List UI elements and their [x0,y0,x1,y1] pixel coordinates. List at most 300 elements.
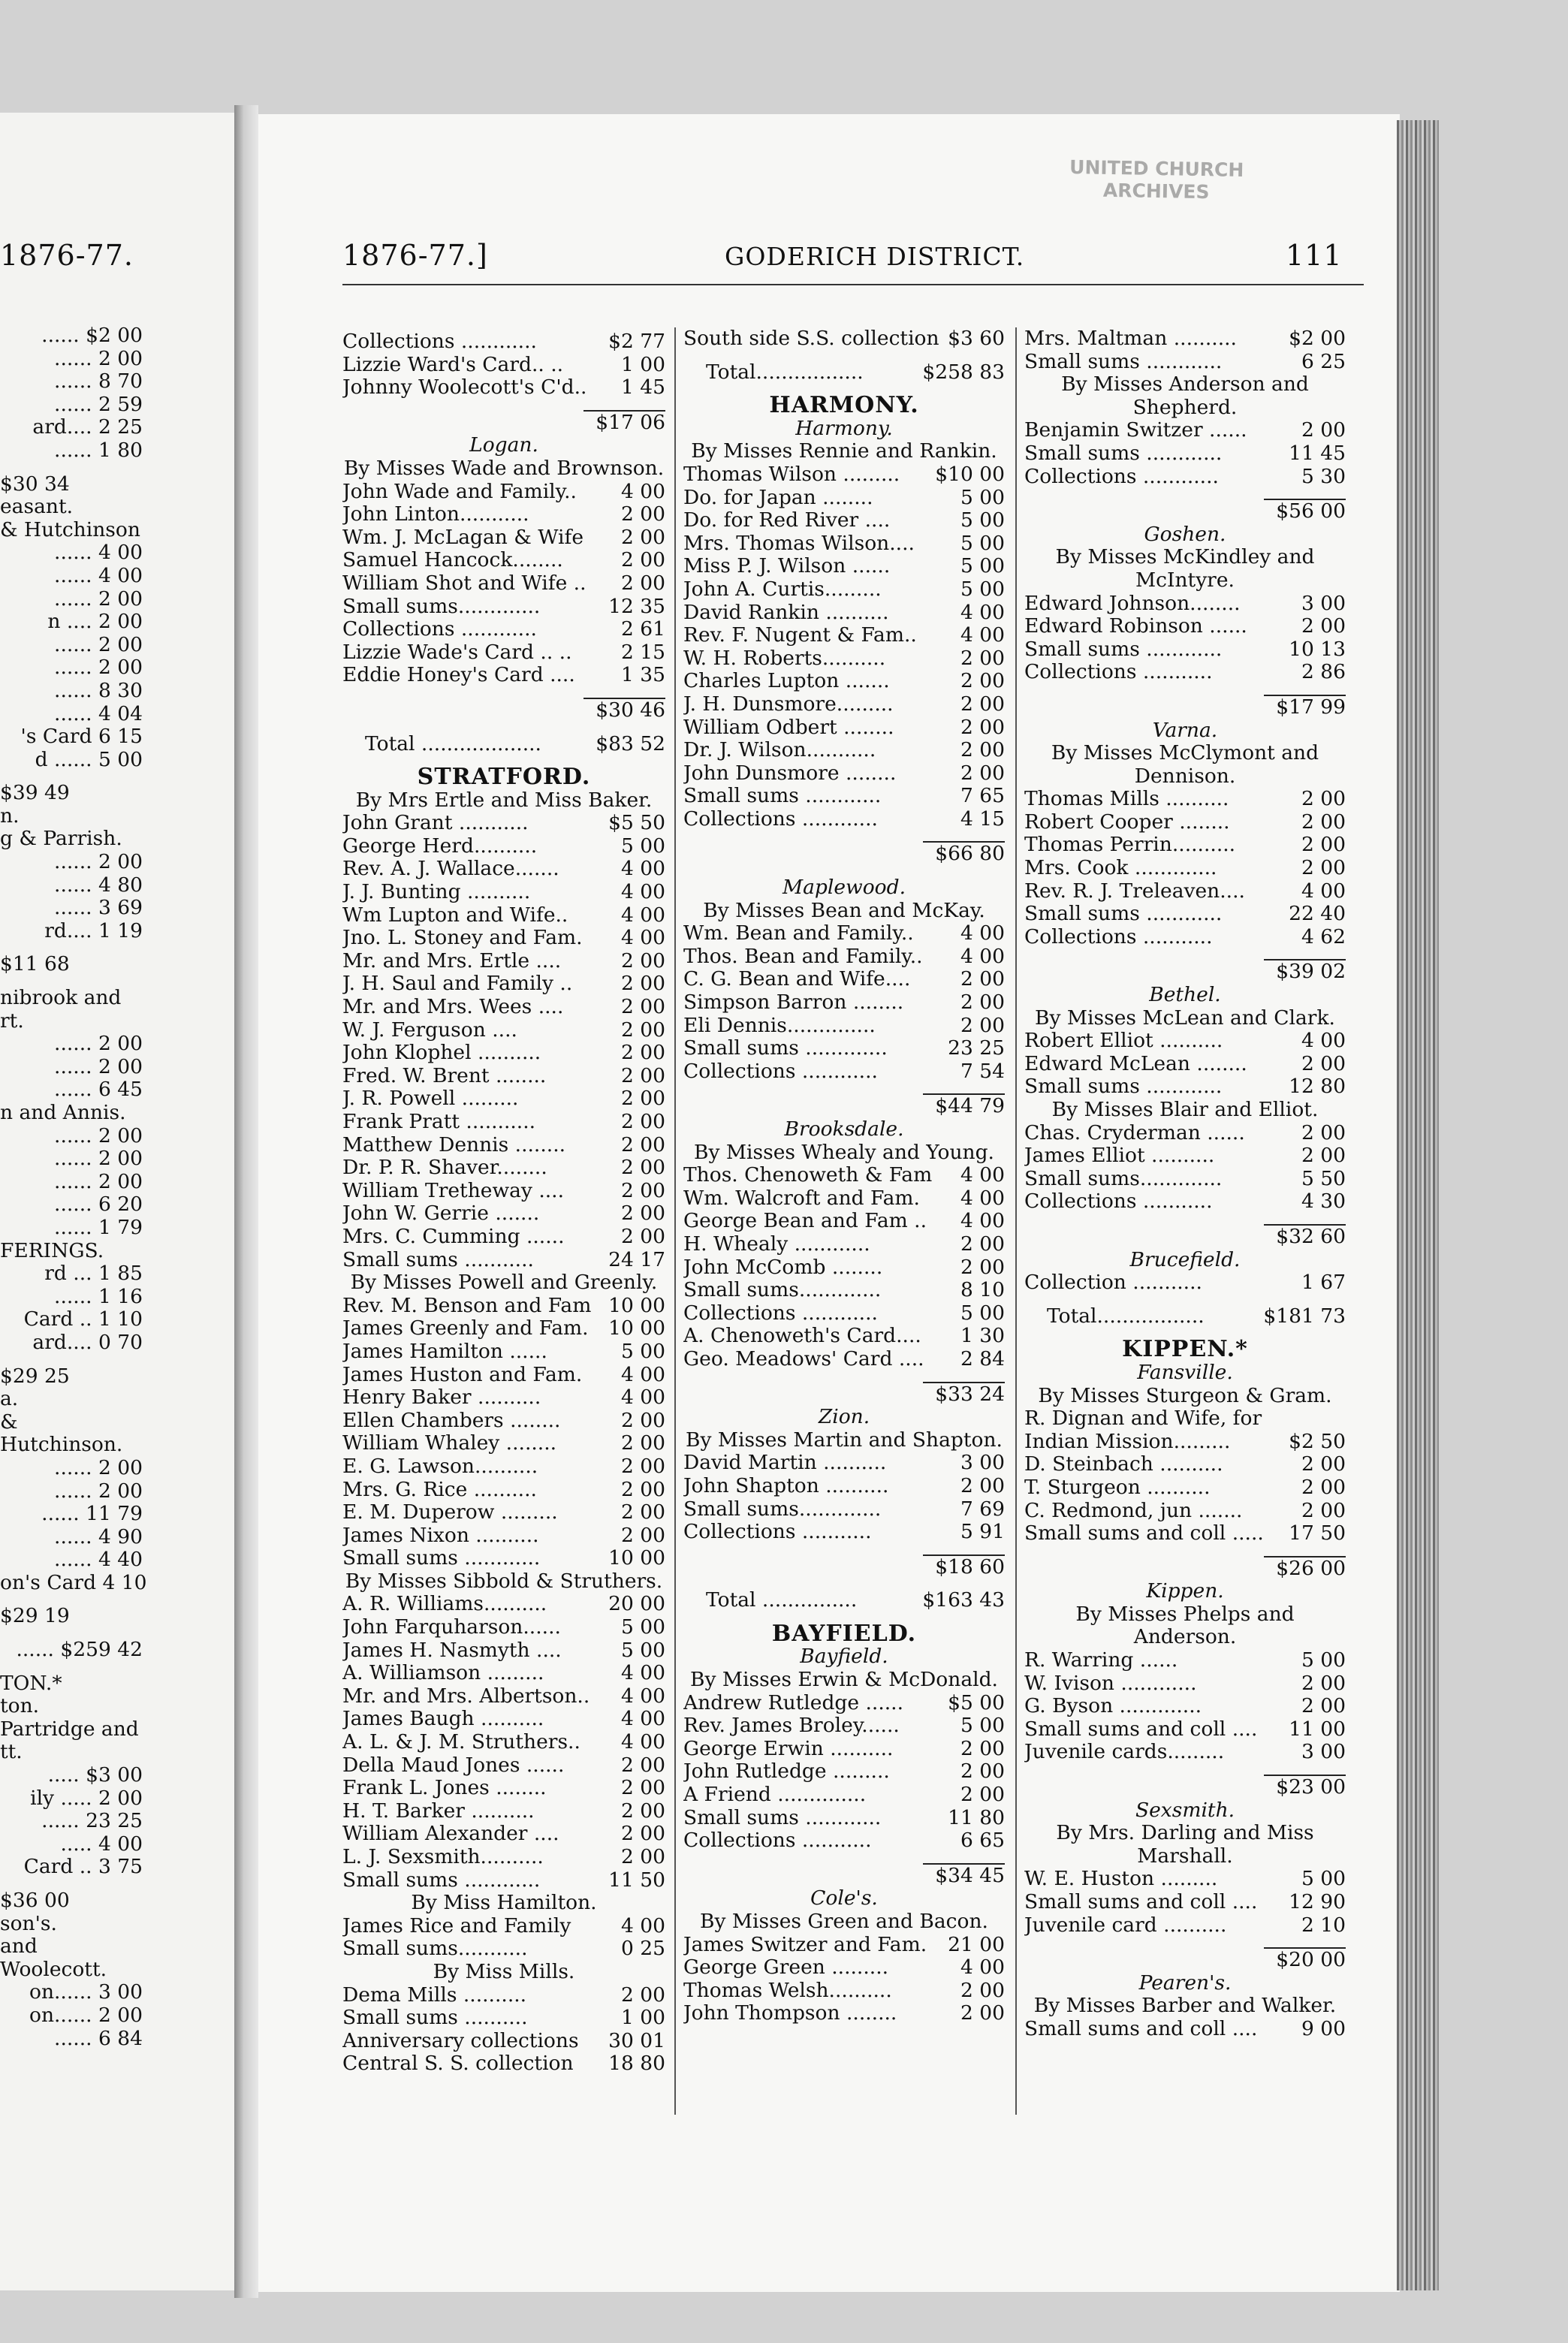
entry-amount: $5 00 [948,1690,1005,1714]
place-heading: Varna. [1152,718,1218,742]
entry-name: James Rice and Family [342,1914,571,1937]
entry-amount: $2 00 [1289,327,1346,350]
ledger-entry [683,991,1005,1015]
entry-amount: 2 25 [98,415,143,439]
entry-name: ...... [54,873,98,897]
entry-amount: 18 80 [608,2052,665,2076]
entry-amount: 4 00 [620,1684,665,1708]
caption-line: By Misses Wade and Brownson. [343,456,665,480]
entry-name: Mrs. Thomas Wilson.... [683,532,915,555]
entry-name: Card .. [23,1307,98,1331]
ledger-entry [1024,442,1346,466]
ledger-entry [342,1547,665,1570]
entry-amount: 4 00 [960,600,1005,624]
ledger-entry [683,1829,1005,1853]
entry-name: E. G. Lawson.......... [342,1455,538,1478]
entry-name: A Friend .............. [683,1784,867,1807]
subtotal [0,782,143,805]
caption-line [0,1662,143,1672]
subtotal [1024,1947,1346,1972]
caption-line: g & Parrish. [0,827,122,851]
entry-name: Fred. W. Brent ........ [342,1064,547,1087]
ledger-entry [683,968,1005,991]
total-line [683,1589,1005,1612]
caption-line: FERINGS. [0,1238,104,1262]
entry-name: Edward McLean ........ [1024,1052,1247,1075]
ledger-entry [0,1308,143,1331]
ledger-entry [1024,1190,1346,1214]
entry-amount: 2 00 [960,1473,1005,1497]
entry-amount: 2 00 [960,646,1005,670]
ledger-entry [342,2052,665,2076]
caption-line [1024,684,1346,695]
entry-name: Small sums ............. [683,1037,888,1060]
entry-amount: 2 00 [620,1224,665,1248]
entry-name: Mr. and Mrs. Wees .... [342,996,564,1019]
entry-name: Small sums............. [683,1279,882,1302]
place-heading: Pearen's. [1138,1971,1232,1995]
entry-name: Collections ............ [342,618,537,641]
caption-line: By Misses Martin and Shapton. [686,1428,1003,1452]
ledger-entry [683,1475,1005,1498]
entry-amount: 2 00 [1301,856,1346,880]
entry-amount: 4 00 [98,1832,143,1856]
entry-name: John W. Gerrie ....... [342,1202,540,1226]
entry-amount: 2 00 [1301,418,1346,442]
entry-name: J. R. Powell ......... [342,1087,519,1111]
entry-name: Small sums............. [1024,1167,1223,1190]
entry-name: Small sums............. [342,595,541,618]
caption-line: n and Annis. [0,1101,126,1124]
ledger-entry [342,1731,665,1754]
entry-amount: 2 10 [1301,1913,1346,1937]
ledger-entry [1024,419,1346,442]
subtotal-amount: $26 00 [1264,1556,1346,1581]
ledger-entry [683,693,1005,716]
entry-name: G. Byson ............. [1024,1695,1202,1718]
ledger-entry [0,1147,143,1171]
entry-amount: 30 01 [608,2028,665,2052]
entry-amount: 5 00 [98,747,143,771]
ledger-entry [683,1164,1005,1187]
ledger-entry [683,1784,1005,1807]
entry-name: ...... [54,1032,98,1056]
entry-amount: 2 61 [620,617,665,641]
entry-amount: 4 04 [98,701,143,725]
ledger-entry [342,858,665,881]
ledger-entry [683,602,1005,625]
total-amount: $181 73 [1263,1304,1346,1328]
entry-amount: 6 65 [960,1829,1005,1853]
entry-name: D. Steinbach .......... [1024,1453,1223,1476]
ledger-entry [0,1056,143,1079]
entry-name: J. J. Bunting .......... [342,881,531,904]
ledger-entry [683,1807,1005,1830]
entry-amount: 4 00 [620,1386,665,1410]
subtotal-amount: $44 79 [923,1093,1005,1118]
caption-line [1024,1937,1346,1947]
entry-amount: 2 00 [960,1736,1005,1760]
ledger-entry [683,1210,1005,1233]
ledger-entry [342,1295,665,1318]
ledger-entry [342,1915,665,1938]
column-rule [674,327,676,2115]
entry-name: ...... [54,1054,98,1078]
ledger-entry [342,1708,665,1731]
entry-name: Small sums .......... [342,2007,528,2030]
ledger-entry [342,481,665,504]
ledger-entry [0,1764,143,1787]
entry-name: George Green ......... [683,1956,889,1980]
ledger-entry [683,716,1005,740]
entry-amount: 1 45 [620,375,665,400]
entry-name: rd ... [44,1262,98,1286]
entry-name: ard.... [32,415,98,439]
subtotal-amount: $17 99 [1264,695,1346,719]
ledger-entry [1024,1144,1346,1168]
ledger-entry [342,526,665,550]
ledger-entry [0,1810,143,1833]
entry-amount: $2 00 [86,324,143,347]
entry-amount: 2 00 [98,346,143,370]
entry-amount: 7 69 [960,1497,1005,1521]
ledger-entry [342,1639,665,1663]
entry-amount: 1 85 [98,1262,143,1286]
entry-name: ...... [54,1524,98,1548]
entry-name: Dr. J. Wilson........... [683,739,876,762]
ledger-entry [683,487,1005,510]
ledger-entry [342,1156,665,1180]
entry-amount: 2 00 [98,1054,143,1078]
entry-amount: 4 00 [620,1707,665,1731]
entry-amount: 6 25 [1301,349,1346,373]
ledger-entry [0,1125,143,1148]
entry-amount: 8 10 [960,1278,1005,1302]
ledger-entry [1024,1891,1346,1914]
ledger-entry [342,596,665,619]
entry-name: Thomas Perrin.......... [1024,834,1236,857]
entry-amount: 5 00 [960,1714,1005,1738]
ledger-entry [0,1033,143,1056]
entry-name: Eli Dennis.............. [683,1014,876,1037]
caption-line [342,687,665,698]
entry-name: Mrs. G. Rice .......... [342,1478,537,1501]
entry-amount: 2 00 [960,1760,1005,1784]
place-heading: a. [0,1387,19,1411]
entry-name: Henry Baker .......... [342,1386,541,1410]
ledger-entry [342,503,665,526]
caption-line: & Hutchinson. [0,1410,123,1457]
entry-amount: 2 00 [98,2003,143,2027]
entry-name: Jno. L. Stoney and Fam. [342,927,583,950]
entry-name: Small sums ............ [1024,442,1223,465]
entry-name: Lizzie Ward's Card.. .. [342,353,564,376]
entry-amount: 2 00 [620,1845,665,1868]
ledger-entry [0,749,143,772]
ledger-entry [342,1593,665,1616]
ledger-entry [1024,1075,1346,1099]
caption-line [1024,1764,1346,1775]
entry-amount: 2 00 [98,1169,143,1193]
entry-amount: 2 00 [620,571,665,595]
ledger-entry [0,1856,143,1879]
ledger-entry [683,1302,1005,1325]
entry-name: ...... [54,1147,98,1171]
entry-amount: 5 00 [1301,1867,1346,1891]
ledger-entry [0,920,143,943]
ledger-entry [0,1171,143,1194]
entry-name: E. M. Duperow ......... [342,1501,558,1524]
entry-name: Wm. Bean and Family.. [683,922,914,945]
caption-line: By Misses McLean and Clark. [1035,1006,1335,1030]
entry-name: John Farquharson...... [342,1616,561,1639]
entry-amount: 4 00 [960,921,1005,945]
ledger-entry [342,330,665,354]
ledger-entry [342,618,665,641]
entry-amount: 8 70 [98,369,143,394]
entry-name: Simpson Barron ........ [683,991,904,1015]
ledger-entry [342,927,665,950]
entry-amount: 2 00 [1301,1694,1346,1718]
ledger-entry [0,2004,143,2028]
ledger-entry [342,664,665,687]
entry-amount: 1 19 [98,918,143,942]
caption-line: and Woolecott. [0,1934,107,1981]
entry-name: Small sums and coll .... [1024,1891,1258,1913]
entry-amount: 5 50 [1301,1166,1346,1190]
entry-name: on...... [29,1980,98,2004]
entry-name: Do. for Red River .... [683,509,891,532]
entry-amount: 5 00 [620,1638,665,1662]
section-heading: TON.* [0,1671,62,1695]
entry-name: Thos. Chenoweth & Fam [683,1164,933,1187]
entry-name: David Martin .......... [683,1452,887,1475]
entry-name: Collections ........... [683,1521,872,1544]
entry-name: Thomas Welsh.......... [683,1979,892,2002]
ledger-entry [342,1777,665,1800]
subtotal-amount: $56 00 [1264,499,1346,523]
place-heading: Goshen. [1144,522,1226,546]
ledger-entry [1024,1431,1346,1454]
entry-amount: 2 00 [98,1479,143,1503]
entry-name: ...... [54,1123,98,1147]
entry-name: Wm Lupton and Wife.. [342,903,568,927]
ledger-entry [342,1134,665,1157]
entry-name: Thos. Bean and Family.. [683,945,923,968]
entry-name: William Shot and Wife .. [342,571,586,595]
entry-amount: 3 00 [1301,591,1346,615]
ledger-entry [342,1249,665,1272]
entry-name: Small sums and coll .... [1024,2017,1258,2040]
subtotal-amount: $29 25 [0,1364,70,1388]
entry-amount: 2 00 [960,1255,1005,1279]
entry-name: Collections ............ [342,330,537,353]
entry-amount: 5 00 [620,834,665,858]
caption-line [1024,1214,1346,1224]
ledger-entry [342,1386,665,1410]
ledger-entry [0,1833,143,1856]
entry-name: C. Redmond, jun ....... [1024,1499,1243,1522]
entry-name: Rev. F. Nugent & Fam.. [683,624,917,647]
place-heading: Brooksdale. [784,1117,904,1141]
subtotal [0,1365,143,1389]
entry-name: Samuel Hancock........ [342,549,563,572]
entry-name: Ellen Chambers ........ [342,1409,561,1432]
entry-name: ..... [60,1832,98,1856]
entry-amount: 2 00 [960,1013,1005,1037]
entry-amount: 1 10 [98,1307,143,1331]
subtotal-amount: $39 49 [0,781,70,805]
entry-name: John Klophel .......... [342,1042,541,1065]
ledger-entry [683,1187,1005,1211]
archive-stamp [1043,155,1269,204]
ledger-entry [342,904,665,927]
entry-amount: 4 00 [620,1913,665,1937]
place-heading: ton. [0,1694,40,1718]
entry-name: ...... [54,632,98,656]
section-heading: KIPPEN.* [1122,1336,1248,1363]
ledger-entry [342,1823,665,1846]
ledger-entry [1024,926,1346,949]
entry-amount: 3 00 [960,1451,1005,1475]
subtotal [342,410,665,435]
ledger-entry [683,1256,1005,1280]
ledger-entry [0,1331,143,1355]
ledger-entry [1024,1672,1346,1696]
facing-page-year: 1876-77. [0,239,134,272]
entry-amount: 6 45 [98,1078,143,1102]
ledger-entry [342,1202,665,1226]
ledger-entry [1024,1053,1346,1076]
ledger-entry [683,785,1005,808]
entry-amount: 5 00 [960,508,1005,532]
caption-line [1024,948,1346,959]
entry-amount [1341,1407,1346,1431]
entry-amount: 3 00 [1301,1740,1346,1764]
caption-line: By Misses McClymont and Dennison. [1051,741,1319,788]
entry-name: ...... [54,438,98,462]
ledger-entry [0,1639,143,1662]
caption-line: By Misses Blair and Elliot. [1051,1098,1319,1121]
entry-name: Mr. and Mrs. Ertle .... [342,949,562,972]
caption-line: rt. [0,1009,24,1033]
entry-amount: 1 35 [620,663,665,687]
entry-name: Small sums ............ [683,785,882,808]
subtotal [0,473,143,496]
entry-amount: 2 00 [620,995,665,1019]
entry-name: Small sums............. [683,1497,882,1521]
entry-amount: 11 80 [948,1805,1005,1829]
entry-name: Small sums ............ [1024,903,1223,926]
entry-amount: 2 00 [620,1063,665,1087]
entry-name: ...... [54,896,98,920]
ledger-entry [1024,1868,1346,1891]
entry-name: David Rankin .......... [683,601,889,624]
entry-amount: 2 00 [960,1783,1005,1807]
ledger-entry [1024,1522,1346,1545]
ledger-entry [342,1479,665,1502]
entry-name: ...... [54,392,98,416]
ledger-entry [342,1984,665,2007]
ledger-entry [342,1317,665,1340]
ledger-entry [342,1042,665,1065]
entry-name: Mr. and Mrs. Albertson.. [342,1684,590,1708]
subtotal [0,953,143,976]
place-heading: Bayfield. [800,1645,888,1669]
entry-name: Small sums ............ [683,1806,882,1829]
book-gutter [234,105,258,2298]
entry-name: on...... [29,2003,98,2027]
caption-line: nibrook and [0,986,122,1010]
entry-name: ...... [54,1455,98,1479]
entry-amount: 2 00 [620,1799,665,1823]
place-heading: Harmony. [795,416,893,440]
entry-name: d ...... [35,747,98,771]
entry-name: James Greenly and Fam. [342,1317,589,1340]
entry-name: Mrs. Cook ............. [1024,857,1217,880]
entry-amount: 2 00 [1301,1452,1346,1476]
ledger-entry [342,881,665,904]
entry-name: Small sums ............ [342,1547,541,1570]
ledger-entry [0,1503,143,1526]
entry-amount: 22 40 [1289,902,1346,926]
entry-amount: 4 00 [1301,1029,1346,1053]
entry-name: Miss P. J. Wilson ...... [683,555,891,578]
entry-amount: 2 00 [960,991,1005,1015]
entry-amount: 5 00 [960,1301,1005,1325]
place-heading: Bethel. [1149,983,1221,1007]
ledger-entry [342,1662,665,1685]
caption-line: By Misses Anderson and Shepherd. [1061,372,1309,419]
subtotal [1024,1224,1346,1249]
entry-amount: 4 00 [620,880,665,904]
entry-name: Frank Pratt ........... [342,1111,536,1133]
entry-amount: $3 60 [948,327,1005,350]
entry-name: ...... [54,1548,98,1572]
entry-amount: 2 00 [98,587,143,611]
entry-name: Small sums ............ [1024,1075,1223,1099]
entry-name: ..... [47,1763,86,1787]
ledger-entry [683,1692,1005,1715]
entry-amount: 9 00 [1301,2016,1346,2040]
caption-line: By Misses Barber and Walker. [1033,1994,1337,2018]
entry-amount: 20 00 [608,1592,665,1616]
place-heading: Fansville. [1137,1360,1233,1384]
entry-amount: 4 00 [620,926,665,950]
entry-amount: 5 00 [960,531,1005,555]
ledger-entry [0,874,143,897]
entry-name: Collections ........... [1024,1190,1213,1214]
entry-amount: 4 00 [960,1209,1005,1233]
entry-amount: 4 30 [1301,1190,1346,1214]
ledger-entry [342,572,665,596]
stamp-line: UNITED CHURCH [1069,155,1244,182]
caption-line [0,1355,143,1365]
entry-name: ...... [54,587,98,611]
entry-name: Small sums ........... [342,1248,534,1271]
caption-line [683,1853,1005,1863]
entry-amount: 5 30 [1301,464,1346,488]
entry-name: Small sums and coll .... [1024,1717,1258,1741]
ledger-entry [683,1037,1005,1060]
entry-amount: 2 00 [620,1776,665,1800]
entry-name: W. E. Huston ......... [1024,1868,1218,1891]
ledger-entry [683,1233,1005,1256]
subtotal-amount: $23 00 [1264,1775,1346,1799]
entry-amount: 4 00 [960,944,1005,968]
entry-name: Small sums and coll ..... [1024,1522,1264,1545]
entry-amount: 24 17 [608,1247,665,1271]
